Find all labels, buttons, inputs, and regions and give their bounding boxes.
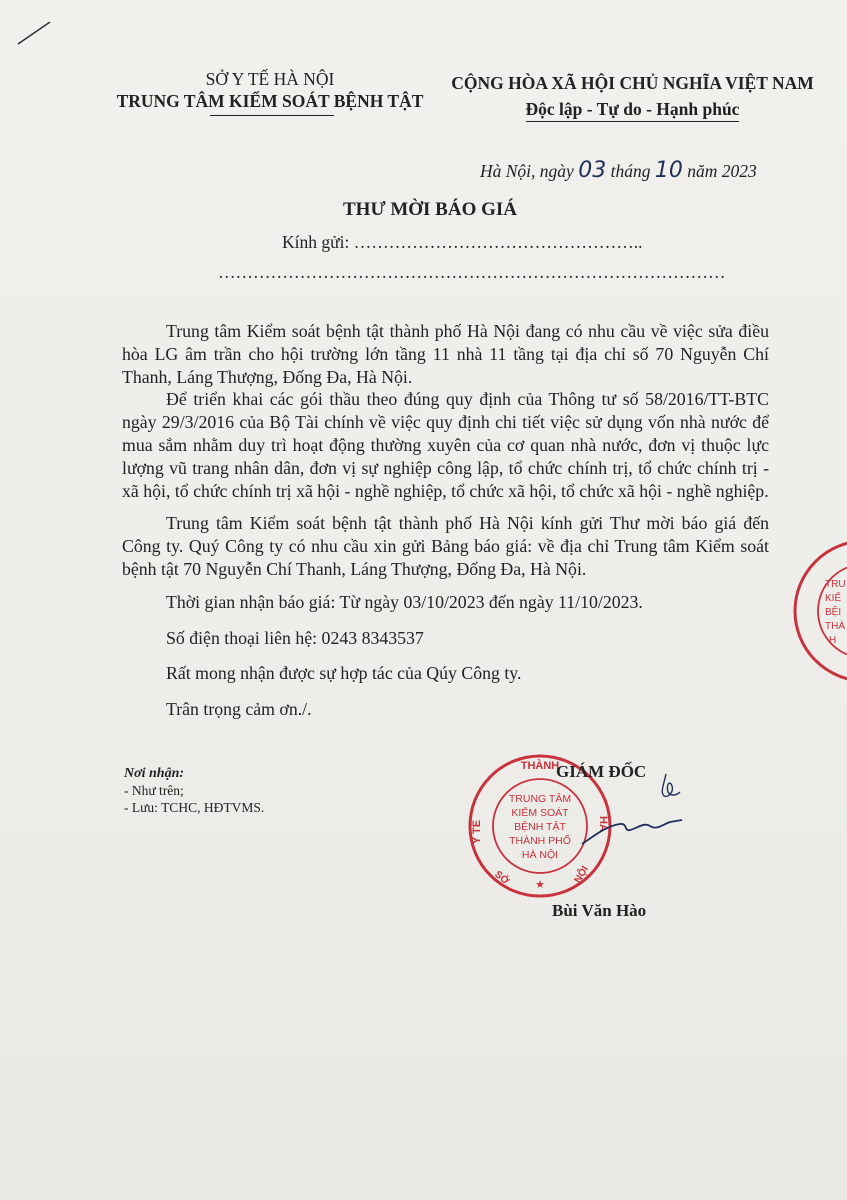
date-prefix: Hà Nội, ngày	[480, 161, 574, 181]
paragraph-4: Thời gian nhận báo giá: Từ ngày 03/10/2023 đến ngày 11/10/2023.	[166, 591, 643, 612]
ministry-name: SỞ Y TẾ HÀ NỘI	[205, 69, 335, 89]
country-name: CỘNG HÒA XÃ HỘI CHỦ NGHĨA VIỆT NAM	[451, 73, 814, 93]
stamp-arc-bottom-right: NỘI	[572, 864, 592, 886]
stamp-arc-right: HÀ	[597, 816, 609, 832]
agency-name: TRUNG TÂM KIỂM SOÁT BỆNH TẬT	[116, 91, 424, 111]
stamp-arc-top: THÀNH	[520, 760, 560, 772]
stamp-line: THÀNH PHỐ	[509, 835, 571, 847]
recipients-title: Nơi nhận:	[124, 766, 185, 781]
signature-icon	[580, 770, 700, 850]
stamp-line: BỆNH TẬT	[514, 821, 566, 833]
paragraph-6: Rất mong nhận được sự hợp tác của Qúy Công ty.	[166, 663, 522, 684]
pen-mark-icon	[14, 18, 54, 48]
date-year-label: năm 2023	[687, 161, 757, 181]
date-line	[480, 158, 757, 183]
signer-name: Bùi Văn Hào	[552, 901, 647, 920]
document-title: THƯ MỜI BÁO GIÁ	[343, 199, 517, 220]
paragraph-7: Trân trọng cảm ơn./.	[166, 699, 312, 720]
side-stamp-line: KIỂ	[825, 593, 842, 604]
motto: Độc lập - Tự do - Hạnh phúc	[526, 99, 740, 122]
date-month-label: tháng	[610, 161, 651, 181]
paragraph-3: Trung tâm Kiểm soát bệnh tật thành phố Hà Nội kính gửi Thư mời báo giá đến Công ty. Quý Công ty có nhu cầu xin gửi Bảng báo giá: về địa chỉ Trung tâm Kiểm soát bệnh tật 70 Nguyễn Chí Thanh, Láng Thượng, Đống Đa, Hà Nội.	[122, 513, 769, 579]
stamp-arc-left: Y TẾ	[471, 819, 483, 845]
side-stamp-line: THÀ	[825, 621, 845, 632]
seal-stamp-partial-icon	[785, 537, 847, 683]
paragraph-5: Số điện thoại liên hệ: 0243 8343537	[166, 627, 424, 648]
signer-role: GIÁM ĐỐC	[556, 762, 647, 781]
side-stamp-line: H	[829, 635, 837, 646]
stamp-line: TRUNG TÂM	[508, 793, 572, 805]
recipients-block	[124, 765, 384, 816]
greeting-dots-line: ……………………………………………………………………………	[218, 262, 726, 282]
letter-body	[122, 320, 769, 721]
header-right	[435, 72, 830, 120]
header-left	[100, 68, 440, 112]
greeting-dots: …………………………………………..	[353, 232, 643, 252]
paragraph-2: Để triển khai các gói thầu theo đúng quy định của Thông tư số 58/2016/TT-BTC ngày 29/3/2016 của Bộ Tài chính về việc quy định chi tiết việc sử dụng vốn nhà nước để mua sắm nhằm duy trì hoạt động thường xuyên của cơ quan nhà nước, đơn vị thuộc lực lượng vũ trang nhân dân, đơn vị sự nghiệp công lập, tổ chức chính trị, tổ chức chính trị - xã hội, tổ chức chính trị xã hội - nghề nghiệp, tổ chức xã hội, tổ chức xã hội - nghề nghiệp.	[122, 389, 769, 501]
date-day: 03	[578, 158, 607, 183]
recipient-item: - Lưu: TCHC, HĐTVMS.	[124, 800, 265, 815]
header-left-divider	[210, 115, 334, 116]
side-stamp-line: TRU	[825, 579, 846, 590]
paragraph-1: Trung tâm Kiểm soát bệnh tật thành phố Hà Nội đang có nhu cầu về việc sửa điều hòa LG âm trần cho hội trường lớn tầng 11 nhà 11 tầng tại địa chỉ số 70 Nguyễn Chí Thanh, Láng Thượng, Đống Đa, Hà Nội.	[122, 321, 769, 387]
stamp-line: KIỂM SOÁT	[511, 807, 569, 819]
date-month: 10	[654, 158, 683, 183]
greeting-line	[282, 232, 642, 253]
stamp-line: HÀ NỘI	[521, 849, 559, 861]
stamp-arc-bottom: SỞ	[492, 868, 511, 888]
recipient-item: - Như trên;	[124, 783, 184, 798]
side-stamp-line: BỆI	[825, 607, 842, 618]
stamp-star-icon: ★	[535, 879, 545, 891]
greeting-label: Kính gửi:	[282, 232, 354, 252]
